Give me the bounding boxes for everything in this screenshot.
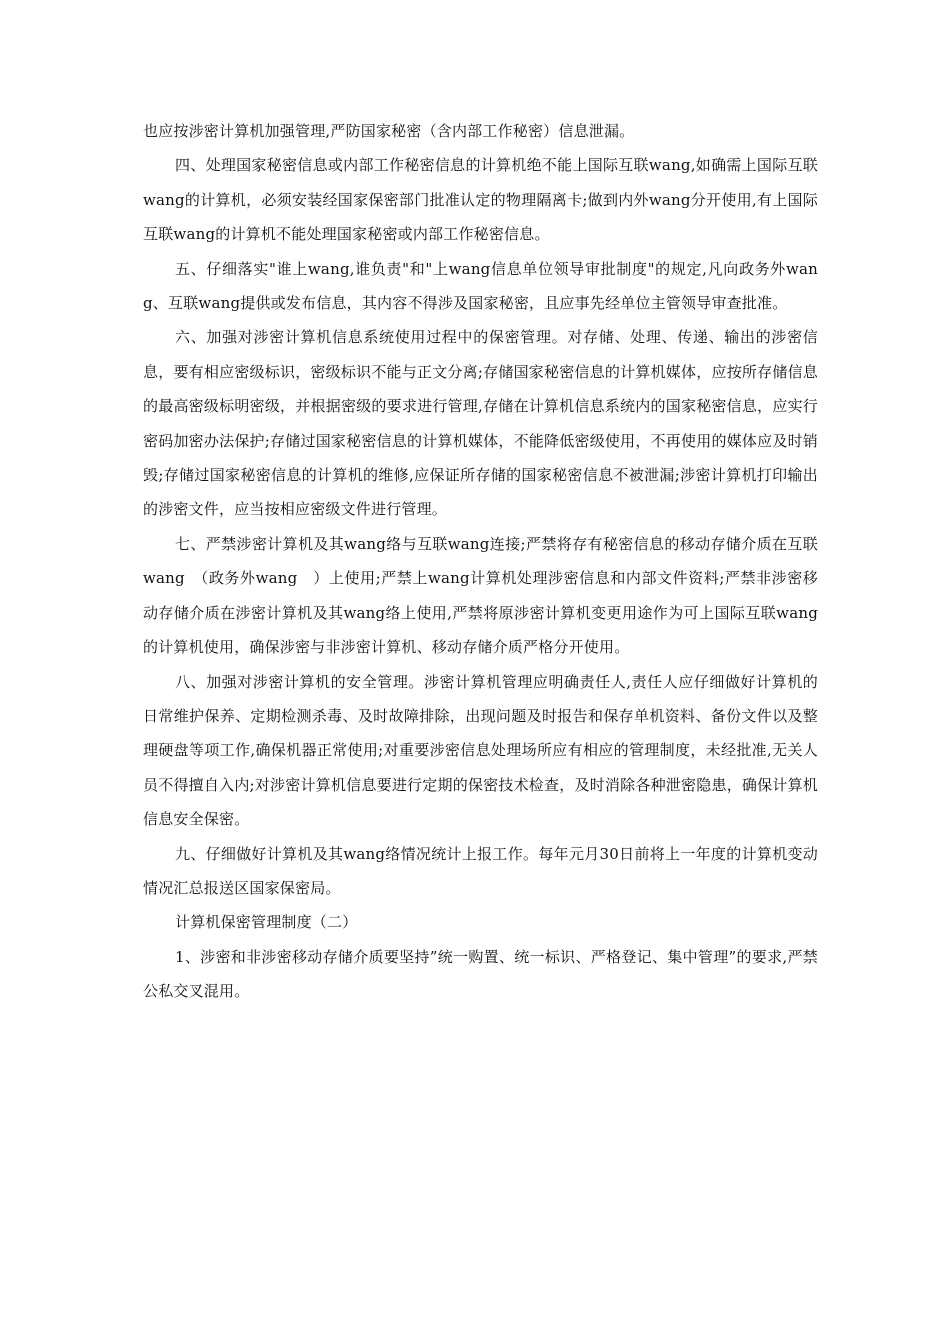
- paragraph-item-5: 五、仔细落实"谁上wang,谁负责"和"上wang信息单位领导审批制度"的规定,凡向政务外wang、互联wang提供或发布信息，其内容不得涉及国家秘密，且应事先经单位主管领导审查批准。: [143, 259, 818, 313]
- paragraph-item-4: 四、处理国家秘密信息或内部工作秘密信息的计算机绝不能上国际互联wang,如确需上国际互联wang的计算机，必须安装经国家保密部门批准认定的物理隔离卡;做到内外wang分开使用,有上国际互联wang的计算机不能处理国家秘密或内部工作秘密信息。: [143, 156, 818, 244]
- paragraph-item-7: 七、严禁涉密计算机及其wang络与互联wang连接;严禁将存有秘密信息的移动存储介质在互联wang （政务外wang ）上使用;严禁上wang计算机处理涉密信息和内部文件资料;严禁非涉密移动存储介质在涉密计算机及其wang络上使用,严禁将原涉密计算机变更用途作为可上国际互联wang的计算机使用，确保涉密与非涉密计算机、移动存储介质严格分开使用。: [143, 534, 818, 657]
- paragraph-rule-1: 1、涉密和非涉密移动存储介质要坚持”统一购置、统一标识、严格登记、集中管理”的要求,严禁公私交叉混用。: [143, 947, 818, 1001]
- paragraph-continuation: 也应按涉密计算机加强管理,严防国家秘密（含内部工作秘密）信息泄漏。: [143, 122, 635, 140]
- paragraph-item-8: 八、加强对涉密计算机的安全管理。涉密计算机管理应明确责任人,责任人应仔细做好计算机的日常维护保养、定期检测杀毒、及时故障排除，出现问题及时报告和保存单机资料、备份文件以及整理硬盘等项工作,确保机器正常使用;对重要涉密信息处理场所应有相应的管理制度，未经批准,无关人员不得擅自入内;对涉密计算机信息要进行定期的保密技术检查，及时消除各种泄密隐患，确保计算机信息安全保密。: [143, 672, 818, 829]
- paragraph-item-6: 六、加强对涉密计算机信息系统使用过程中的保密管理。对存储、处理、传递、输出的涉密信息，要有相应密级标识，密级标识不能与正文分离;存储国家秘密信息的计算机媒体，应按所存储信息的最高密级标明密级，并根据密级的要求进行管理,存储在计算机信息系统内的国家秘密信息，应实行密码加密办法保护;存储过国家秘密信息的计算机媒体，不能降低密级使用，不再使用的媒体应及时销毁;存储过国家秘密信息的计算机的维修,应保证所存储的国家秘密信息不被泄漏;涉密计算机打印输出的涉密文件，应当按相应密级文件进行管理。: [143, 328, 818, 519]
- document-page: [143, 114, 818, 1009]
- section-heading: 计算机保密管理制度（二）: [175, 913, 358, 932]
- paragraph-item-9: 九、仔细做好计算机及其wang络情况统计上报工作。每年元月30日前将上一年度的计算机变动情况汇总报送区国家保密局。: [143, 844, 818, 897]
